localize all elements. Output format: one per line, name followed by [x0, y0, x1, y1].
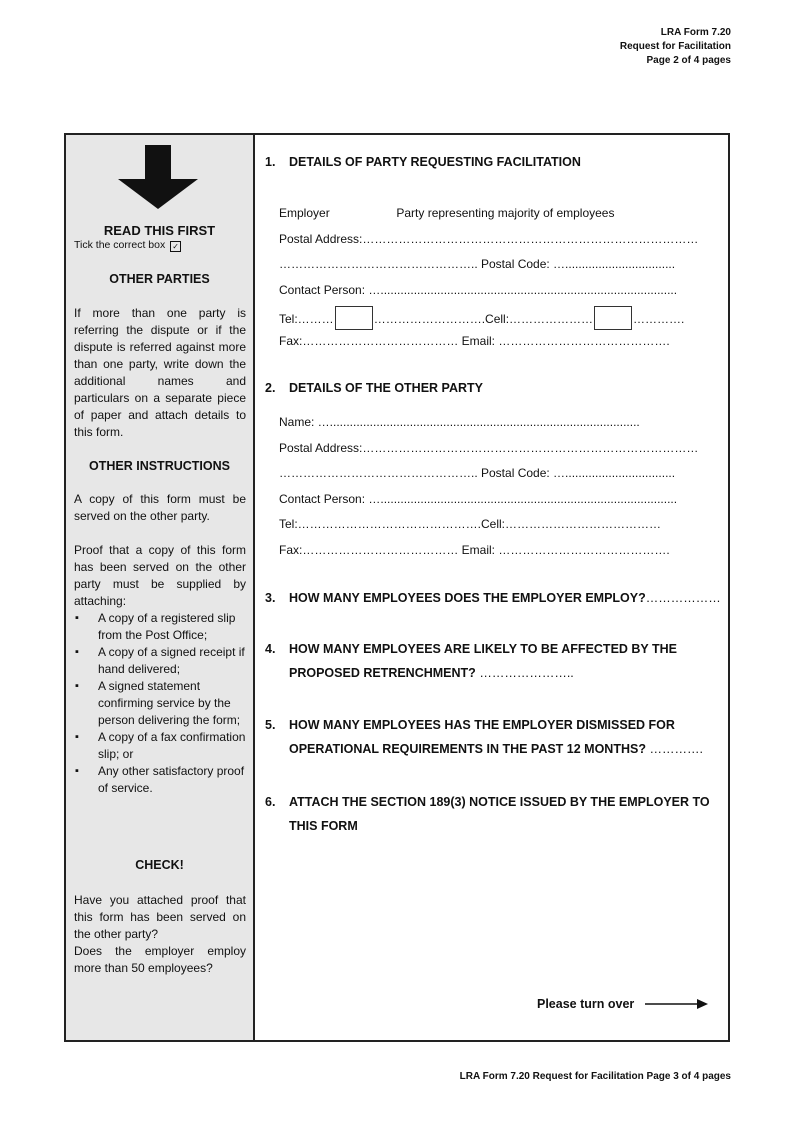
postal-address-field[interactable]: Postal Address:…………………………………………………………………………: [279, 441, 699, 455]
party-type-row: [279, 206, 614, 220]
fax-email-field[interactable]: Fax:………………………………… Email: …………………………………….: [279, 334, 670, 348]
section-number: 3.: [265, 591, 276, 605]
form-frame: [64, 133, 730, 1042]
list-item: ▪ A copy of a registered slip from the Post Office;: [74, 610, 246, 644]
instructions-paragraph-2: Proof that a copy of this form has been served on the other party must be supplied by attaching:: [74, 543, 246, 608]
affected-count-field[interactable]: …………………..: [479, 666, 574, 680]
list-item: ▪ A copy of a fax confirmation slip; or: [74, 729, 246, 763]
instructions-paragraph-1: A copy of this form must be served on the other party.: [74, 492, 246, 523]
form-main: [255, 135, 728, 1040]
contact-person-field[interactable]: Contact Person: ….........................................................................................: [279, 283, 678, 297]
other-instructions-heading: OTHER INSTRUCTIONS: [89, 459, 230, 473]
tick-instruction: [74, 239, 246, 252]
contact-person-field[interactable]: Contact Person: ….........................................................................................: [279, 492, 678, 506]
section-title: DETAILS OF THE OTHER PARTY: [289, 381, 483, 395]
page-footer: LRA Form 7.20 Request for Facilitation Page 3 of 4 pages: [459, 1071, 731, 1082]
postal-code-field[interactable]: ………………………………………….. Postal Code: ….................................: [279, 257, 676, 271]
fax-email-field[interactable]: Fax:………………………………… Email: …………………………………….: [279, 543, 670, 557]
tel-cell-row: [279, 308, 684, 332]
checkbox-icon: ✓: [170, 241, 181, 252]
employer-option[interactable]: Employer: [279, 206, 330, 220]
tel-cell-field[interactable]: ……………………….Cell:…………………: [373, 312, 594, 327]
section-2-heading: [265, 381, 483, 395]
section-number: 4.: [265, 642, 276, 656]
header-page-number: Page 2 of 4 pages: [646, 55, 731, 66]
tel-cell-field[interactable]: Tel:……………………………………….Cell:…………………………………: [279, 517, 662, 531]
section-title-continued: OPERATIONAL REQUIREMENTS IN THE PAST 12 MONTHS?: [289, 742, 646, 756]
dismissed-count-field[interactable]: ………….: [649, 742, 703, 756]
postal-code-field[interactable]: ………………………………………….. Postal Code: ….................................: [279, 466, 676, 480]
section-title: HOW MANY EMPLOYEES DOES THE EMPLOYER EMPLOY?: [289, 591, 646, 605]
tel-code-box[interactable]: [335, 306, 373, 330]
section-1-heading: [265, 155, 581, 169]
header-form-title: Request for Facilitation: [619, 41, 731, 52]
section-number: 5.: [265, 718, 276, 732]
check-question-2: Does the employer employ more than 50 employees?: [74, 944, 246, 975]
check-heading: CHECK!: [135, 858, 184, 872]
section-title-continued: THIS FORM: [289, 819, 358, 833]
cell-code-box[interactable]: [594, 306, 632, 330]
section-title: HOW MANY EMPLOYEES HAS THE EMPLOYER DISMISSED FOR: [289, 718, 675, 732]
tel-label: Tel:………: [279, 312, 334, 327]
instructions-sidebar: [66, 135, 255, 1040]
check-question-1: Have you attached proof that this form has been served on the other party?: [74, 893, 246, 941]
section-number: 2.: [265, 381, 276, 395]
list-item: ▪ A signed statement confirming service by the person delivering the form;: [74, 678, 246, 729]
tick-instruction-text: Tick the correct box: [74, 239, 166, 251]
name-field[interactable]: Name: ….............................................................................................: [279, 415, 640, 429]
section-4-heading: [265, 642, 677, 680]
other-parties-text: If more than one party is referring the dispute or if the dispute is referred against more than one party, write down the additional names and particulars on a separate piece of paper and attach details to this form.: [74, 306, 246, 439]
read-first-heading: READ THIS FIRST: [103, 223, 216, 238]
other-parties-heading: OTHER PARTIES: [109, 272, 210, 286]
down-arrow-icon: [118, 145, 198, 209]
list-item: ▪ Any other satisfactory proof of service.: [74, 763, 246, 797]
section-6-heading: [265, 795, 710, 833]
cell-field[interactable]: ………….: [633, 312, 685, 327]
section-number: 6.: [265, 795, 276, 809]
section-title-continued: PROPOSED RETRENCHMENT?: [289, 666, 476, 680]
page-header: [620, 26, 731, 68]
postal-address-field[interactable]: Postal Address:…………………………………………………………………………: [279, 232, 699, 246]
right-arrow-icon: [645, 997, 709, 1011]
section-title: HOW MANY EMPLOYEES ARE LIKELY TO BE AFFECTED BY THE: [289, 642, 678, 656]
employee-count-field[interactable]: ………………: [645, 591, 721, 605]
section-3-heading: [265, 591, 721, 605]
list-item: ▪ A copy of a signed receipt if hand delivered;: [74, 644, 246, 678]
majority-party-option[interactable]: Party representing majority of employees: [396, 206, 615, 220]
turn-over-text: Please turn over: [537, 997, 635, 1011]
section-title: ATTACH THE SECTION 189(3) NOTICE ISSUED BY THE EMPLOYER TO: [289, 795, 710, 809]
section-number: 1.: [265, 155, 276, 169]
section-title: DETAILS OF PARTY REQUESTING FACILITATION: [289, 155, 581, 169]
header-form-number: LRA Form 7.20: [660, 27, 731, 38]
section-5-heading: [265, 718, 703, 756]
proof-list: [74, 610, 246, 797]
